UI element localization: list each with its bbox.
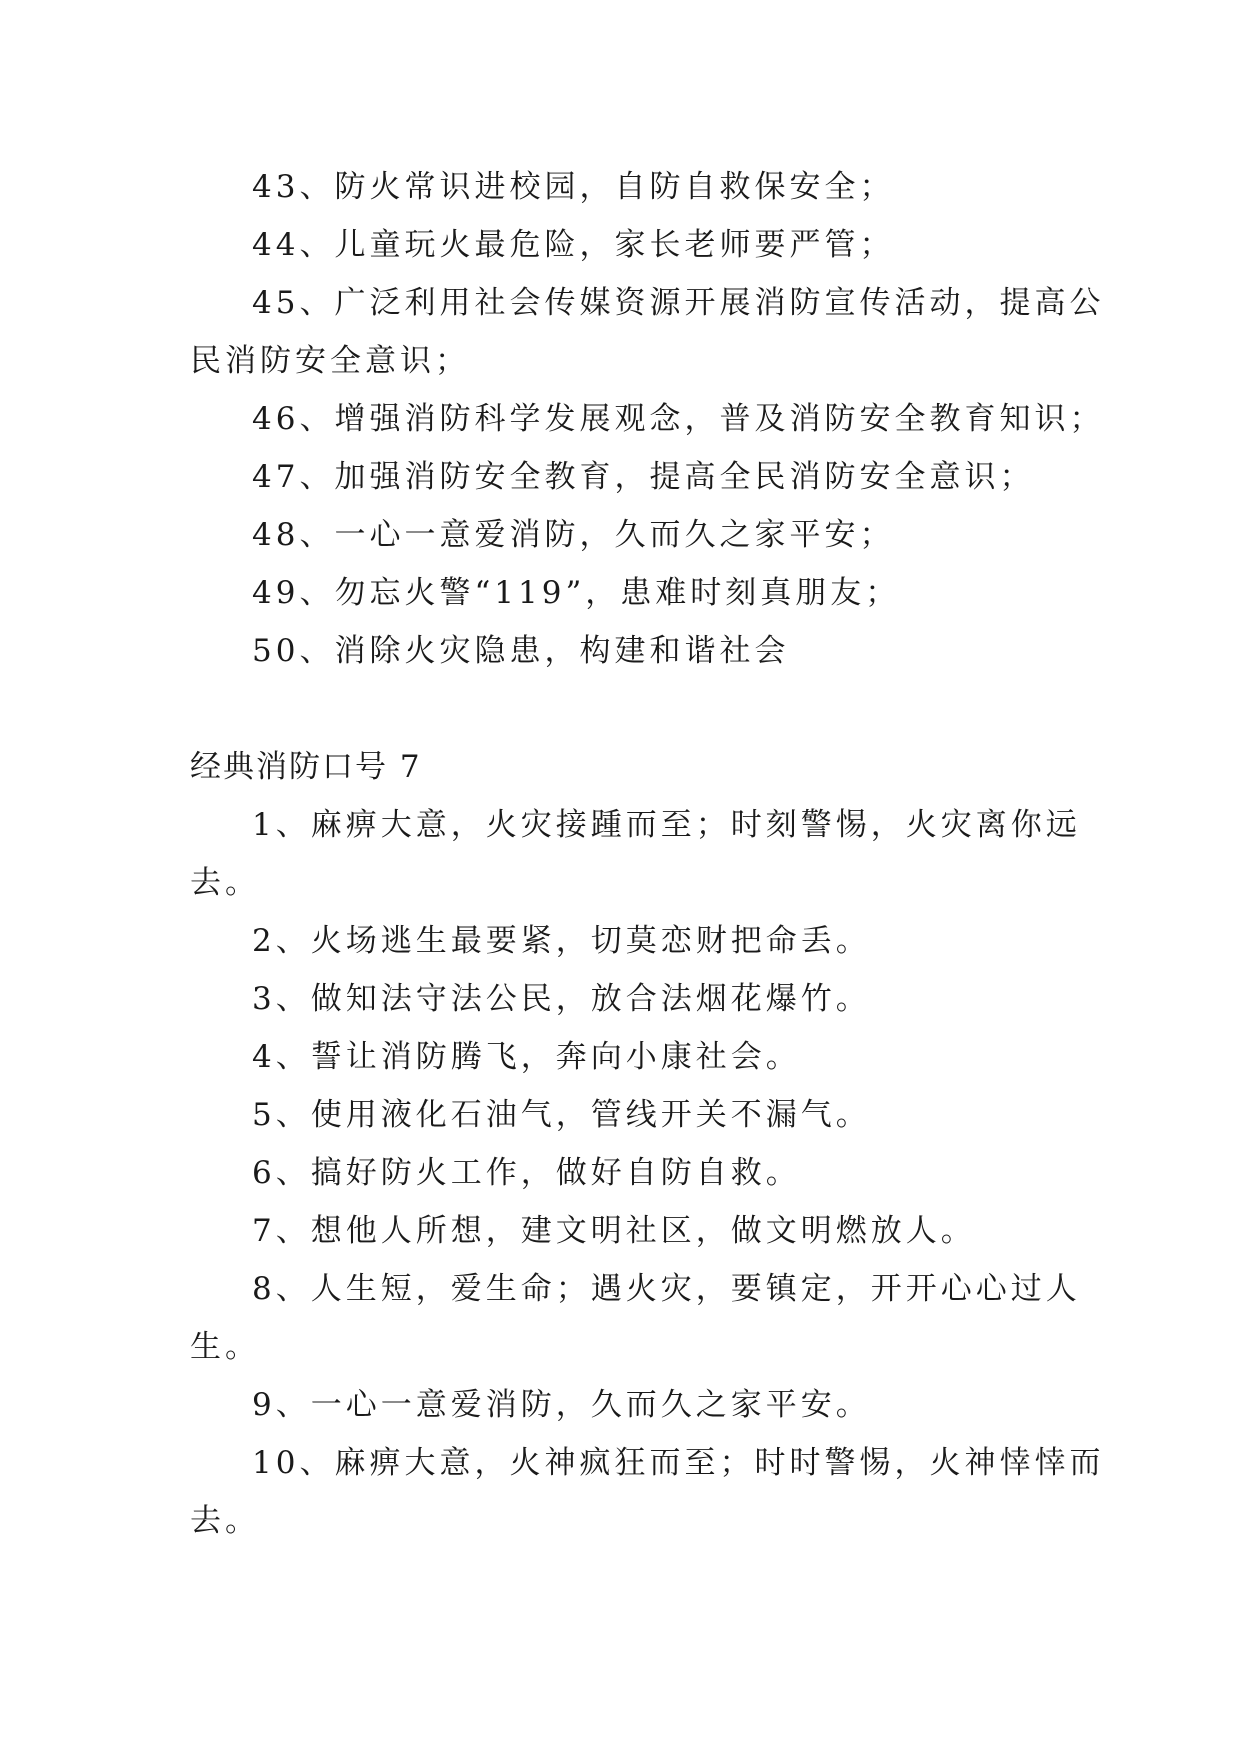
slogan-2: 2、火场逃生最要紧，切莫恋财把命丢。 (252, 923, 871, 959)
slogan-48: 48、一心一意爱消防，久而久之家平安； (252, 517, 895, 553)
slogan-1-line1: 1、麻痹大意，火灾接踵而至；时刻警惕，火灾离你远 (252, 807, 1081, 843)
slogan-5: 5、使用液化石油气，管线开关不漏气。 (252, 1097, 871, 1133)
slogan-1-line2: 去。 (190, 865, 260, 901)
slogan-47: 47、加强消防安全教育，提高全民消防安全意识； (252, 459, 1035, 495)
slogan-3: 3、做知法守法公民，放合法烟花爆竹。 (252, 981, 871, 1017)
slogan-9: 9、一心一意爱消防，久而久之家平安。 (252, 1387, 871, 1423)
section-heading: 经典消防口号 7 (190, 749, 422, 785)
slogan-45-line2: 民消防安全意识； (190, 343, 470, 379)
slogan-10-line2: 去。 (190, 1503, 260, 1539)
slogan-49: 49、勿忘火警“119”，患难时刻真朋友； (252, 575, 901, 611)
slogan-8-line1: 8、人生短，爱生命；遇火灾，要镇定，开开心心过人 (252, 1271, 1081, 1307)
slogan-45-line1: 45、广泛利用社会传媒资源开展消防宣传活动，提高公 (252, 285, 1105, 321)
slogan-4: 4、誓让消防腾飞，奔向小康社会。 (252, 1039, 801, 1075)
slogan-10-line1: 10、麻痹大意，火神疯狂而至；时时警惕，火神悻悻而 (252, 1445, 1105, 1481)
slogan-46: 46、增强消防科学发展观念，普及消防安全教育知识； (252, 401, 1105, 437)
slogan-6: 6、搞好防火工作，做好自防自救。 (252, 1155, 801, 1191)
slogan-50: 50、消除火灾隐患，构建和谐社会 (252, 633, 790, 669)
slogan-7: 7、想他人所想，建文明社区，做文明燃放人。 (252, 1213, 976, 1249)
slogan-43: 43、防火常识进校园，自防自救保安全； (252, 169, 895, 205)
slogan-8-line2: 生。 (190, 1329, 260, 1365)
paragraph-gap (190, 680, 1050, 738)
slogan-44: 44、儿童玩火最危险，家长老师要严管； (252, 227, 895, 263)
document-body (190, 158, 1105, 1550)
